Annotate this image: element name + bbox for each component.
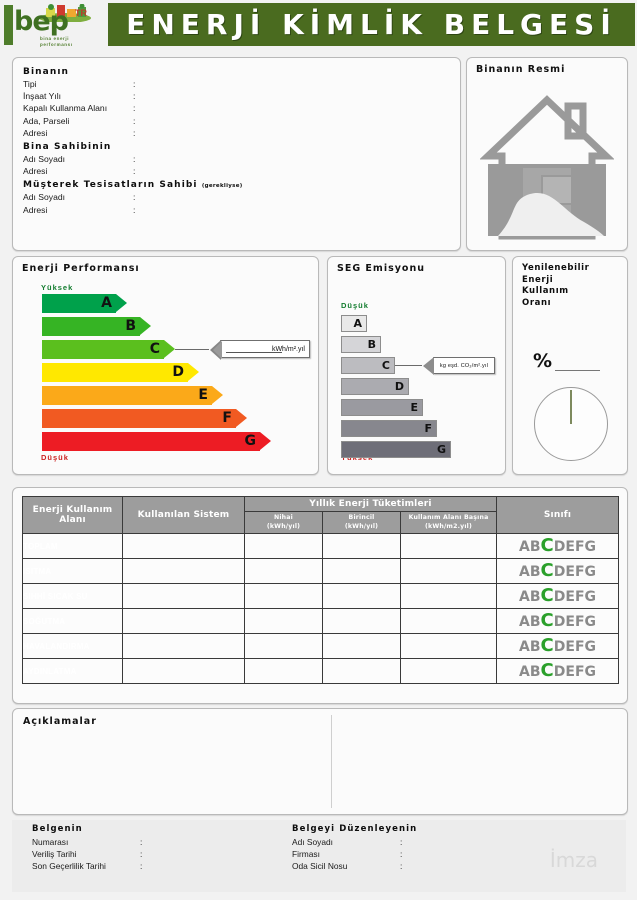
row-label-cell: TOPLAM	[23, 534, 123, 559]
grade-letter-f: F	[574, 613, 585, 630]
grade-bar-arrow-icon	[212, 386, 223, 404]
th-class: Sınıfı	[497, 497, 619, 534]
cell-used-system[interactable]	[123, 559, 245, 584]
seg-callout-arrow-icon	[423, 357, 434, 375]
grade-bar-body	[42, 432, 260, 451]
grade-bar-body	[42, 294, 116, 313]
footer-row-numarasi	[32, 836, 148, 848]
page-header	[0, 0, 637, 50]
footer-row-son-gecerlilik	[32, 860, 148, 872]
grade-bar-arrow-icon	[188, 363, 199, 381]
footer-colon: :	[140, 861, 143, 871]
seg-grade-bar-c	[341, 357, 395, 374]
field-label: Ada, Parseli	[23, 115, 70, 126]
grade-bar-letter: C	[149, 341, 160, 357]
grade-strip	[497, 635, 618, 658]
th-nihai-unit: (kWh/yıl)	[266, 522, 301, 530]
footer-colon: :	[140, 849, 143, 859]
building-info-panel	[12, 57, 461, 251]
table-body	[23, 534, 619, 684]
grade-bar-letter: B	[125, 318, 136, 334]
cell-class[interactable]	[497, 534, 619, 559]
grade-bar-body	[42, 340, 164, 359]
grade-strip	[497, 610, 618, 633]
seg-value-unit: kg eşd. CO₂/m².yıl	[439, 362, 489, 369]
field-colon: :	[133, 127, 136, 138]
seg-grade-bar-letter: A	[353, 317, 362, 330]
footer-label: Adı Soyadı	[292, 837, 333, 847]
energy-grade-bar-g	[42, 432, 260, 451]
grade-letter-f: F	[574, 588, 585, 605]
grade-letter-b: B	[529, 638, 541, 655]
cell-per-area[interactable]	[401, 584, 497, 609]
grade-letter-c: C	[540, 584, 554, 606]
logo-tr-superscript: TR	[75, 8, 87, 18]
callout-arrow-inner-icon	[213, 341, 222, 359]
grade-letter-b: B	[529, 538, 541, 555]
cell-birincil[interactable]	[323, 584, 401, 609]
seg-grade-bar-letter: G	[436, 443, 446, 456]
seg-callout-leader-line	[395, 365, 422, 366]
grade-bar-body	[42, 317, 140, 336]
field-row-insaat-yili	[23, 90, 453, 102]
footer-left-title: Belgenin	[32, 824, 83, 834]
grade-letter-g: G	[584, 538, 597, 555]
energy-grade-bar-c	[42, 340, 164, 359]
footer-label: Oda Sicil Nosu	[292, 861, 348, 871]
field-colon: :	[133, 91, 136, 102]
cell-nihai[interactable]	[245, 534, 323, 559]
grade-letter-f: F	[574, 538, 585, 555]
footer-left-column	[32, 824, 148, 872]
field-label: Tipi	[23, 79, 37, 89]
energy-callout-leader-line	[175, 349, 209, 350]
footer-row-issuer-name	[292, 836, 417, 848]
bep-tr-logo	[2, 2, 107, 48]
energy-value-callout[interactable]	[220, 340, 310, 358]
th-annual-energy-consumption: Yıllık Enerji Tüketimleri	[245, 497, 497, 512]
grade-letter-g: G	[584, 588, 597, 605]
cell-per-area[interactable]	[401, 634, 497, 659]
percent-symbol: %	[533, 350, 553, 372]
field-row-owner-address	[23, 165, 453, 177]
field-row-tipi	[23, 78, 453, 90]
grade-bar-letter: A	[101, 295, 112, 311]
field-row-joint-name	[23, 191, 453, 203]
grade-letter-e: E	[565, 638, 575, 655]
seg-value-callout[interactable]	[433, 357, 495, 374]
table-row	[23, 659, 619, 684]
footer-right-title: Belgeyi Düzenleyenin	[292, 824, 418, 834]
footer-label: Son Geçerlilik Tarihi	[32, 861, 106, 871]
renewable-value-blank[interactable]	[555, 370, 600, 371]
cell-nihai[interactable]	[245, 559, 323, 584]
field-label: Adı Soyadı	[23, 154, 66, 165]
grade-letter-e: E	[565, 613, 575, 630]
table-head	[23, 497, 619, 534]
grade-bar-letter: D	[172, 364, 184, 380]
cell-nihai[interactable]	[245, 659, 323, 684]
field-row-ada-parseli	[23, 115, 453, 127]
seg-grade-bar-letter: D	[394, 380, 404, 393]
th-used-system: Kullanılan Sistem	[123, 497, 245, 534]
seg-grade-bar-letter: B	[367, 338, 376, 351]
grade-letter-g: G	[584, 563, 597, 580]
field-label: Adresi	[23, 166, 48, 177]
grade-letter-a: A	[519, 613, 530, 630]
building-section-title: Binanın	[23, 67, 70, 77]
house-placeholder-icon	[480, 82, 614, 242]
cell-per-area[interactable]	[401, 659, 497, 684]
grade-letter-e: E	[565, 563, 575, 580]
energy-consumption-table-panel	[12, 487, 628, 704]
logo-wordmark: bep	[14, 6, 68, 37]
field-colon: :	[133, 154, 136, 165]
grade-bar-arrow-icon	[116, 294, 127, 312]
grade-strip	[497, 585, 618, 608]
th-birincil-unit: (kWh/yıl)	[344, 522, 379, 530]
seg-grade-bar-f	[341, 420, 437, 437]
grade-bar-letter: F	[222, 410, 232, 426]
grade-bar-arrow-icon	[236, 409, 247, 427]
th-birincil-name: Birincil	[348, 514, 375, 521]
footer-colon: :	[400, 861, 403, 871]
grade-letter-d: D	[553, 538, 566, 555]
energy-grade-bar-e	[42, 386, 212, 405]
field-colon: :	[133, 192, 136, 203]
logo-subtitle-line1: bina enerji	[40, 36, 70, 41]
field-value-insaat-yili[interactable]	[141, 90, 453, 102]
grade-letter-a: A	[519, 538, 530, 555]
energy-performance-panel	[12, 256, 319, 475]
energy-value-unit: kWh/m².yıl	[271, 345, 305, 353]
energy-scale-low-label: Düşük	[41, 453, 69, 462]
field-label: Adresi	[23, 127, 48, 138]
table-row	[23, 634, 619, 659]
grade-bar-body	[42, 409, 236, 428]
seg-grade-bar-letter: E	[410, 401, 418, 414]
field-row-owner-name	[23, 153, 453, 165]
owner-section-title: Bina Sahibinin	[23, 142, 112, 153]
grade-strip	[497, 560, 618, 583]
field-colon: :	[133, 204, 136, 215]
cell-birincil[interactable]	[323, 634, 401, 659]
th-nihai	[245, 512, 323, 534]
field-colon: :	[133, 115, 136, 126]
field-value-tipi[interactable]	[141, 78, 453, 90]
table-row	[23, 584, 619, 609]
field-value-adresi[interactable]	[141, 127, 453, 139]
grade-letter-g: G	[584, 663, 597, 680]
grade-letter-b: B	[529, 663, 541, 680]
field-value-joint-name[interactable]	[141, 191, 453, 203]
grade-bar-arrow-icon	[260, 432, 271, 450]
grade-letter-b: B	[529, 588, 541, 605]
grade-letter-e: E	[565, 538, 575, 555]
grade-letter-a: A	[519, 663, 530, 680]
grade-letter-f: F	[574, 563, 585, 580]
cell-used-system[interactable]	[123, 584, 245, 609]
grade-letter-c: C	[540, 659, 554, 681]
cell-birincil[interactable]	[323, 559, 401, 584]
grade-letter-a: A	[519, 563, 530, 580]
field-row-kapali-kullanma-alani	[23, 102, 453, 114]
footer-right-column	[292, 824, 417, 872]
seg-scale-low-label: Düşük	[341, 301, 369, 310]
grade-letter-g: G	[584, 638, 597, 655]
footer-label: Veriliş Tarihi	[32, 849, 77, 859]
footer-label: Numarası	[32, 837, 69, 847]
page-title: ENERJİ KİMLİK BELGESİ	[126, 8, 617, 41]
grade-bar-body	[42, 363, 188, 382]
row-label-cell: SOĞUTMA	[23, 609, 123, 634]
seg-grade-bar-letter: F	[424, 422, 432, 435]
field-colon: :	[133, 79, 136, 89]
renewable-panel-title	[522, 263, 589, 309]
logo-subtitle-line2: performansı	[40, 41, 73, 47]
grade-bar-body	[42, 386, 212, 405]
cell-per-area[interactable]	[401, 559, 497, 584]
table-row	[23, 534, 619, 559]
footer-row-issuer-firm	[292, 848, 417, 860]
cell-per-area[interactable]	[401, 609, 497, 634]
building-photo-panel[interactable]	[466, 57, 628, 251]
grade-letter-c: C	[540, 559, 554, 581]
footer-label: Firması	[292, 849, 320, 859]
footer-row-chamber-reg-no	[292, 860, 417, 872]
footer-colon: :	[400, 849, 403, 859]
grade-bar-letter: G	[244, 433, 256, 449]
field-colon: :	[133, 103, 136, 114]
seg-grade-bar-e	[341, 399, 423, 416]
grade-letter-e: E	[565, 588, 575, 605]
field-row-adresi	[23, 127, 453, 139]
grade-letter-d: D	[553, 663, 566, 680]
renewable-title-line3: Kullanım	[522, 286, 569, 296]
cell-nihai[interactable]	[245, 634, 323, 659]
grade-strip	[497, 535, 618, 558]
grade-letter-f: F	[574, 638, 585, 655]
th-per-area-name: Kullanım Alanı Başına	[408, 514, 489, 521]
grade-bar-letter: E	[198, 387, 208, 403]
grade-letter-d: D	[553, 613, 566, 630]
building-info-list	[23, 64, 453, 216]
row-label-cell: HAVALANDIRMA	[23, 634, 123, 659]
field-label: İnşaat Yılı	[23, 91, 62, 102]
field-value-kapali-kullanma-alani[interactable]	[141, 102, 453, 114]
renewable-title-line1: Yenilenebilir	[522, 263, 590, 273]
cell-birincil[interactable]	[323, 609, 401, 634]
seg-grade-bar-d	[341, 378, 409, 395]
renewable-title-line2: Enerji	[522, 274, 554, 285]
th-per-area	[401, 512, 497, 534]
photo-panel-title: Binanın Resmi	[476, 64, 566, 75]
cell-used-system[interactable]	[123, 634, 245, 659]
cell-used-system[interactable]	[123, 609, 245, 634]
cell-used-system[interactable]	[123, 659, 245, 684]
row-label-cell: SIHHİ SICAK SU	[23, 584, 123, 609]
grade-letter-f: F	[574, 663, 585, 680]
field-value-owner-address[interactable]	[141, 165, 453, 177]
cell-class[interactable]	[497, 584, 619, 609]
cell-birincil[interactable]	[323, 534, 401, 559]
field-label: Adresi	[23, 204, 48, 215]
cell-class[interactable]	[497, 559, 619, 584]
grade-letter-d: D	[553, 638, 566, 655]
field-colon: :	[133, 166, 136, 177]
cell-nihai[interactable]	[245, 584, 323, 609]
joint-installation-section-title	[23, 180, 453, 190]
grade-letter-d: D	[553, 588, 566, 605]
table-header-row-1	[23, 497, 619, 512]
grade-letter-a: A	[519, 588, 530, 605]
th-energy-usage-area: Enerji Kullanım Alanı	[23, 497, 123, 534]
table-row	[23, 559, 619, 584]
energy-consumption-table	[22, 496, 619, 684]
seg-grade-bar-a	[341, 315, 367, 332]
seg-panel-title: SEG Emisyonu	[337, 263, 425, 274]
energy-scale-high-label: Yüksek	[41, 283, 74, 292]
grade-strip	[497, 660, 618, 683]
grade-letter-g: G	[584, 613, 597, 630]
field-row-joint-address	[23, 204, 453, 216]
notes-panel[interactable]	[12, 708, 628, 815]
renewable-energy-panel	[512, 256, 628, 475]
field-value-owner-name[interactable]	[141, 153, 453, 165]
grade-bar-arrow-icon	[164, 340, 175, 358]
energy-grade-bar-f	[42, 409, 236, 428]
energy-grade-bar-b	[42, 317, 140, 336]
seg-grade-bar-b	[341, 336, 381, 353]
joint-installation-note: (gerekliyse)	[201, 183, 243, 190]
field-label: Kapalı Kullanma Alanı	[23, 103, 108, 114]
logo-green-bar	[4, 5, 13, 45]
energy-performance-title: Enerji Performansı	[22, 263, 140, 274]
renewable-title-line4: Oranı	[522, 297, 552, 308]
document-footer	[12, 820, 626, 892]
seg-grade-bar-letter: C	[381, 359, 390, 372]
grade-bar-arrow-icon	[140, 317, 151, 335]
th-per-area-unit: (kWh/m2.yıl)	[424, 522, 473, 530]
grade-letter-b: B	[529, 563, 541, 580]
cell-class[interactable]	[497, 609, 619, 634]
footer-colon: :	[400, 837, 403, 847]
notes-divider	[331, 715, 332, 808]
logo-subtitle	[40, 36, 73, 47]
signature-watermark: İmza	[549, 848, 598, 872]
field-label: Adı Soyadı	[23, 192, 66, 203]
grade-letter-e: E	[565, 663, 575, 680]
joint-installation-title-text: Müşterek Tesisatların Sahibi	[23, 180, 198, 191]
footer-colon: :	[140, 837, 143, 847]
pie-needle	[570, 390, 572, 424]
grade-letter-b: B	[529, 613, 541, 630]
table-row	[23, 609, 619, 634]
seg-grade-bar-g	[341, 441, 451, 458]
field-value-ada-parseli[interactable]	[141, 115, 453, 127]
grade-letter-c: C	[540, 609, 554, 631]
field-value-joint-address[interactable]	[141, 204, 453, 216]
title-banner	[108, 3, 635, 46]
row-label-cell: AYDINLATMA	[23, 659, 123, 684]
energy-grade-bar-a	[42, 294, 116, 313]
energy-grade-bar-d	[42, 363, 188, 382]
grade-letter-c: C	[540, 634, 554, 656]
renewable-pie-chart	[534, 387, 608, 461]
seg-emission-panel	[327, 256, 506, 475]
cell-class[interactable]	[497, 634, 619, 659]
cell-nihai[interactable]	[245, 609, 323, 634]
th-birincil	[323, 512, 401, 534]
grade-letter-a: A	[519, 638, 530, 655]
cell-class[interactable]	[497, 659, 619, 684]
notes-title: Açıklamalar	[23, 716, 97, 727]
grade-letter-d: D	[553, 563, 566, 580]
cell-used-system[interactable]	[123, 534, 245, 559]
row-label-cell: ISITMA	[23, 559, 123, 584]
cell-birincil[interactable]	[323, 659, 401, 684]
th-nihai-name: Nihai	[273, 514, 293, 521]
grade-letter-c: C	[540, 534, 554, 556]
cell-per-area[interactable]	[401, 534, 497, 559]
footer-row-verilis-tarihi	[32, 848, 148, 860]
